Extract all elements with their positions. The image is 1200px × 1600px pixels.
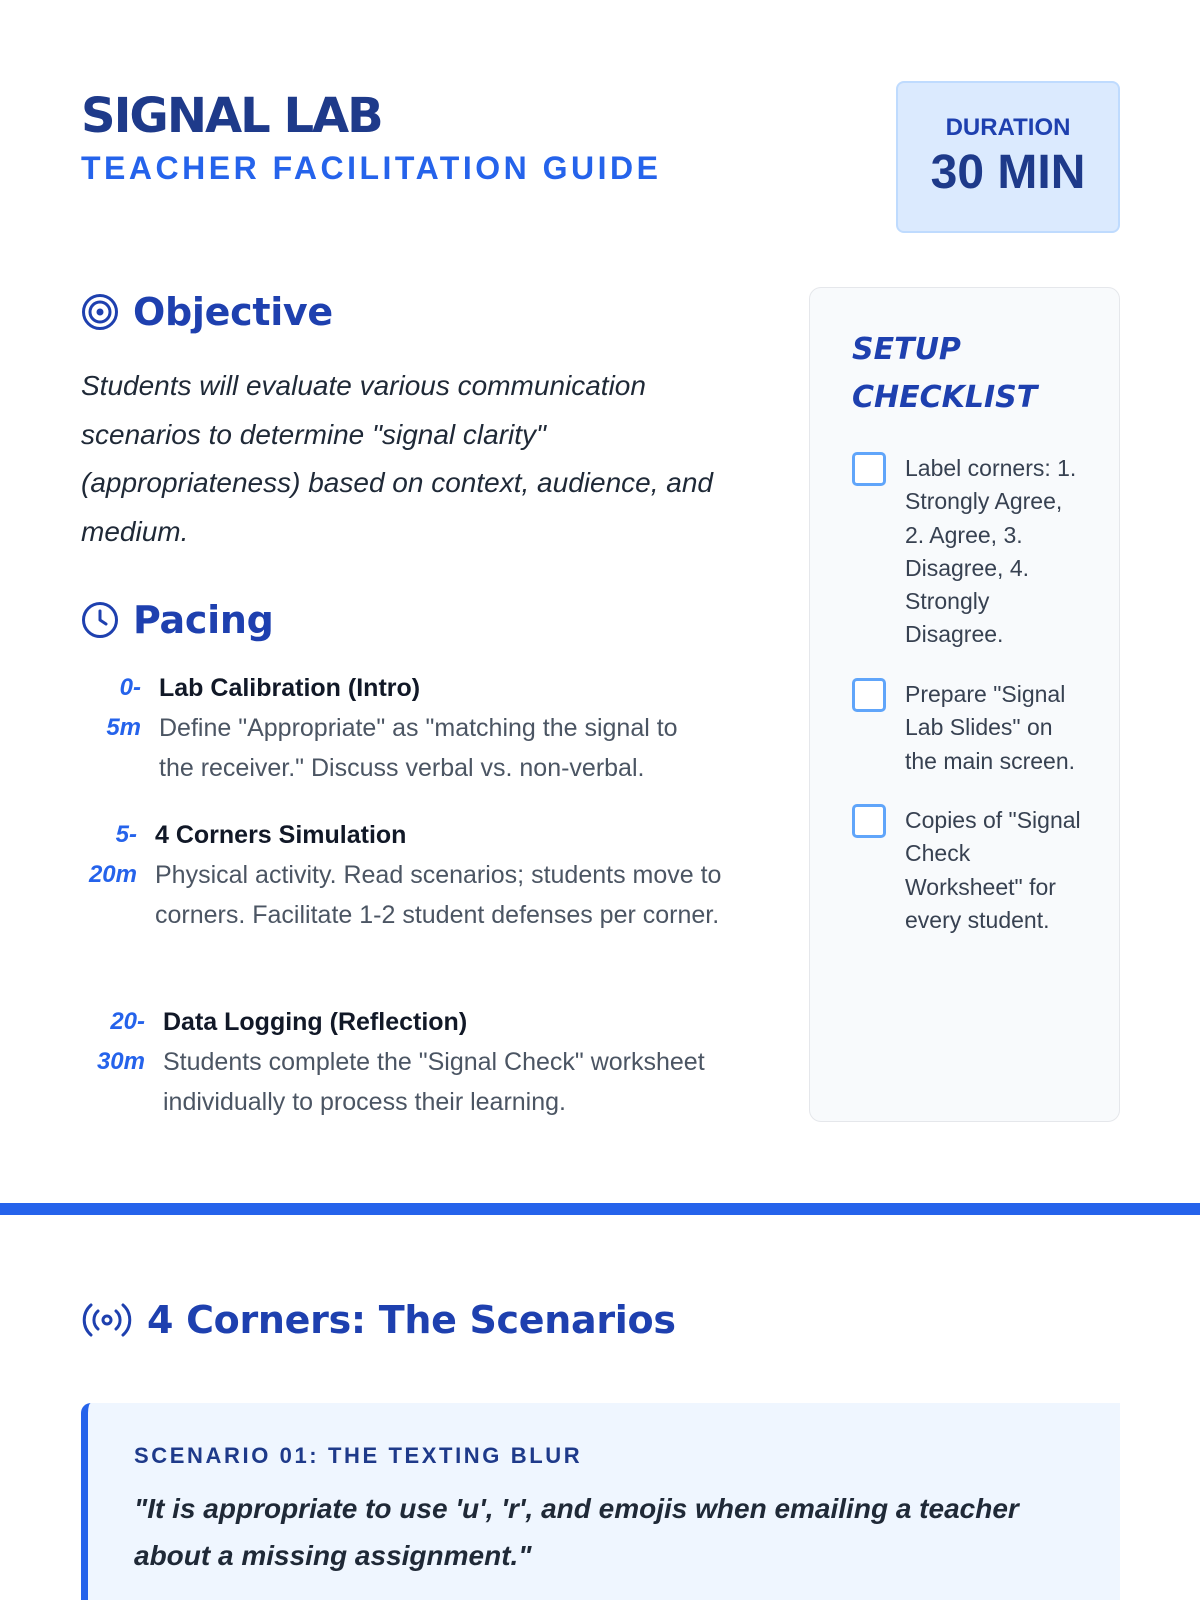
pacing-item-title: 4 Corners Simulation <box>155 821 407 849</box>
pacing-heading <box>81 598 273 642</box>
pacing-item-description: Define "Appropriate" as "matching the signal to the receiver." Discuss verbal vs. non-verbal. <box>159 714 678 782</box>
objective-title: Objective <box>133 290 333 334</box>
scenarios-title: 4 Corners: The Scenarios <box>147 1298 676 1342</box>
pacing-body <box>155 815 740 935</box>
broadcast-icon <box>81 1300 133 1340</box>
checklist-item-text: Copies of "Signal Check Worksheet" for every student. <box>905 807 1081 933</box>
page-header <box>81 86 661 188</box>
page-title: SIGNAL LAB <box>81 88 382 144</box>
target-icon <box>81 293 119 331</box>
pacing-body <box>159 668 719 788</box>
objective-text: Students will evaluate various communication scenarios to determine "signal clarity" (appropriateness) based on context, audience, and medium. <box>81 370 713 547</box>
checkbox[interactable] <box>852 678 886 712</box>
pacing-item <box>81 668 761 788</box>
pacing-time <box>81 815 137 935</box>
duration-badge <box>896 81 1120 233</box>
pacing-body <box>163 1002 753 1122</box>
checklist-item[interactable] <box>852 452 1092 652</box>
pacing-item-description: Students complete the "Signal Check" worksheet individually to process their learning. <box>163 1048 705 1116</box>
scenario-quote: "It is appropriate to use 'u', 'r', and emojis when emailing a teacher about a missing assignment." <box>134 1493 1019 1571</box>
pacing-time-start: 0- <box>119 674 141 701</box>
pacing-time-start: 5- <box>115 821 137 848</box>
pacing-time-end: 5m <box>106 714 141 741</box>
checklist-item[interactable] <box>852 804 1092 937</box>
objective-heading <box>81 290 333 334</box>
scenarios-heading <box>81 1298 676 1342</box>
pacing-item <box>81 815 761 935</box>
duration-value: 30 MIN <box>930 146 1086 199</box>
pacing-time-start: 20- <box>110 1008 145 1035</box>
pacing-time <box>81 668 141 788</box>
pacing-time <box>81 1002 145 1122</box>
pacing-item <box>81 1002 761 1122</box>
clock-icon <box>81 601 119 639</box>
scenario-label: SCENARIO 01: THE TEXTING BLUR <box>134 1443 583 1468</box>
duration-label: DURATION <box>945 114 1071 141</box>
page-subtitle: TEACHER FACILITATION GUIDE <box>81 150 662 186</box>
section-divider <box>0 1203 1200 1215</box>
setup-checklist <box>809 287 1120 1122</box>
pacing-title: Pacing <box>133 598 274 642</box>
checkbox[interactable] <box>852 452 886 486</box>
checklist-item[interactable] <box>852 678 1092 778</box>
pacing-item-title: Lab Calibration (Intro) <box>159 674 421 702</box>
scenario-card <box>81 1403 1120 1600</box>
pacing-time-end: 20m <box>88 861 137 888</box>
checklist-item-text: Prepare "Signal Lab Slides" on the main screen. <box>905 681 1076 774</box>
pacing-time-end: 30m <box>96 1048 145 1075</box>
pacing-item-description: Physical activity. Read scenarios; students move to corners. Facilitate 1-2 student defenses per corner. <box>155 861 722 929</box>
checklist-item-text: Label corners: 1. Strongly Agree, 2. Agree, 3. Disagree, 4. Strongly Disagree. <box>905 455 1077 648</box>
pacing-item-title: Data Logging (Reflection) <box>163 1008 468 1036</box>
checklist-title: SETUP CHECKLIST <box>852 332 1038 415</box>
checkbox[interactable] <box>852 804 886 838</box>
